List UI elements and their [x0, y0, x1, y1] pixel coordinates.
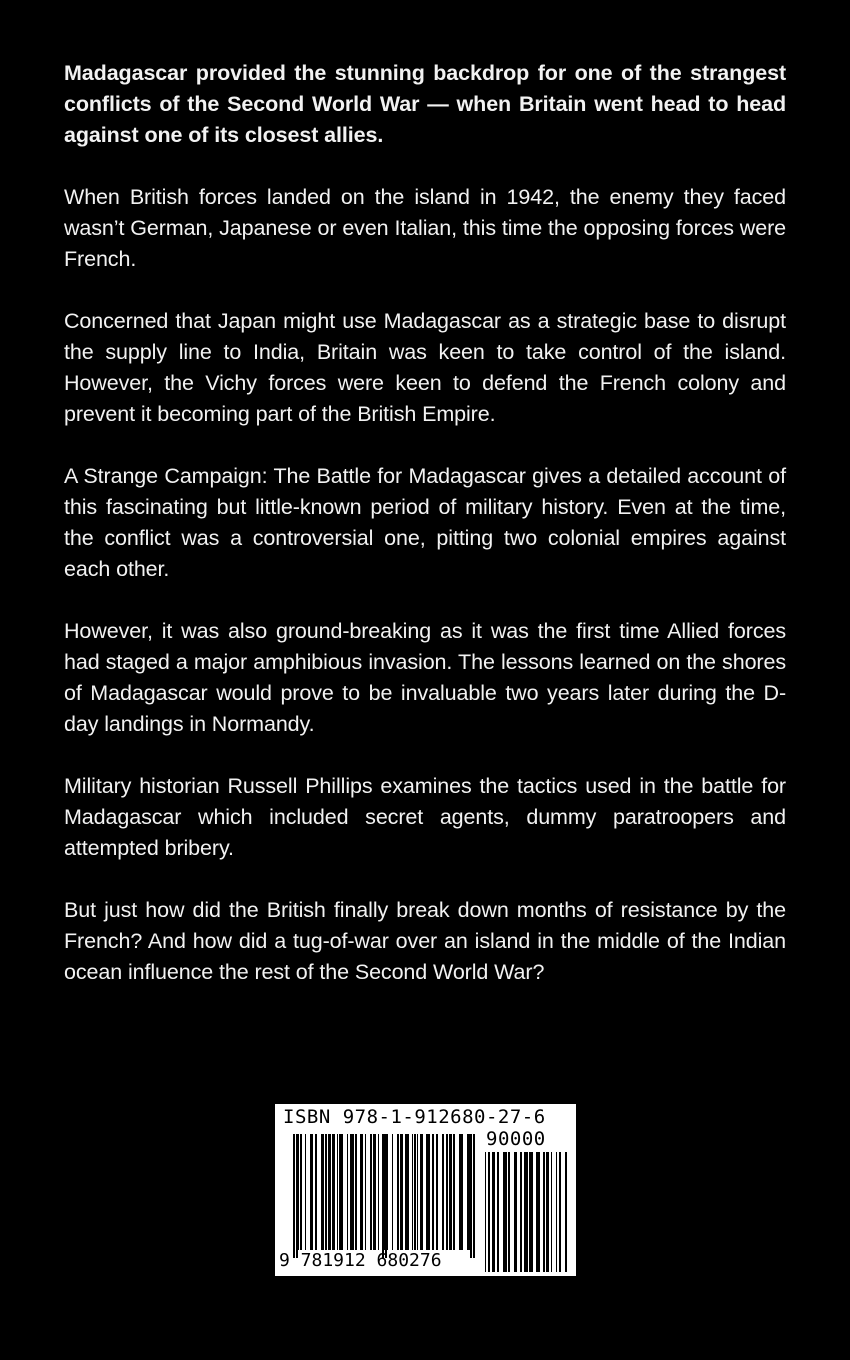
paragraph: A Strange Campaign: The Battle for Madagascar gives a detailed account of this fascinating but little-known period of military history. Even at the time, the conflict was a controversial one, pitting two colonial empires against each other.	[64, 464, 786, 581]
isbn-barcode	[275, 1104, 576, 1276]
price-code: 90000	[486, 1128, 546, 1150]
paragraph: But just how did the British finally break down months of resistance by the French? And how did a tug-of-war over an island in the middle of the Indian ocean influence the rest of the Second World War?	[64, 898, 786, 984]
paragraph: However, it was also ground-breaking as it was the first time Allied forces had staged a major amphibious invasion. The lessons learned on the shores of Madagascar would prove to be invaluable two years later during the D-day landings in Normandy.	[64, 619, 786, 736]
paragraph: When British forces landed on the island in 1942, the enemy they faced wasn’t German, Japanese or even Italian, this time the opposing forces were French.	[64, 185, 786, 271]
paragraph: Concerned that Japan might use Madagascar as a strategic base to disrupt the supply line to India, Britain was keen to take control of the island. However, the Vichy forces were keen to defend the French colony and prevent it becoming part of the British Empire.	[64, 309, 786, 426]
paragraph: Military historian Russell Phillips examines the tactics used in the battle for Madagascar which included secret agents, dummy paratroopers and attempted bribery.	[64, 774, 786, 860]
blurb-text	[64, 58, 786, 1019]
lead-paragraph: Madagascar provided the stunning backdrop for one of the strangest conflicts of the Second World War — when Britain went head to head against one of its closest allies.	[64, 61, 786, 147]
ean-digits: 9 781912 680276	[279, 1250, 442, 1271]
isbn-label: ISBN 978-1-912680-27-6	[283, 1106, 546, 1128]
